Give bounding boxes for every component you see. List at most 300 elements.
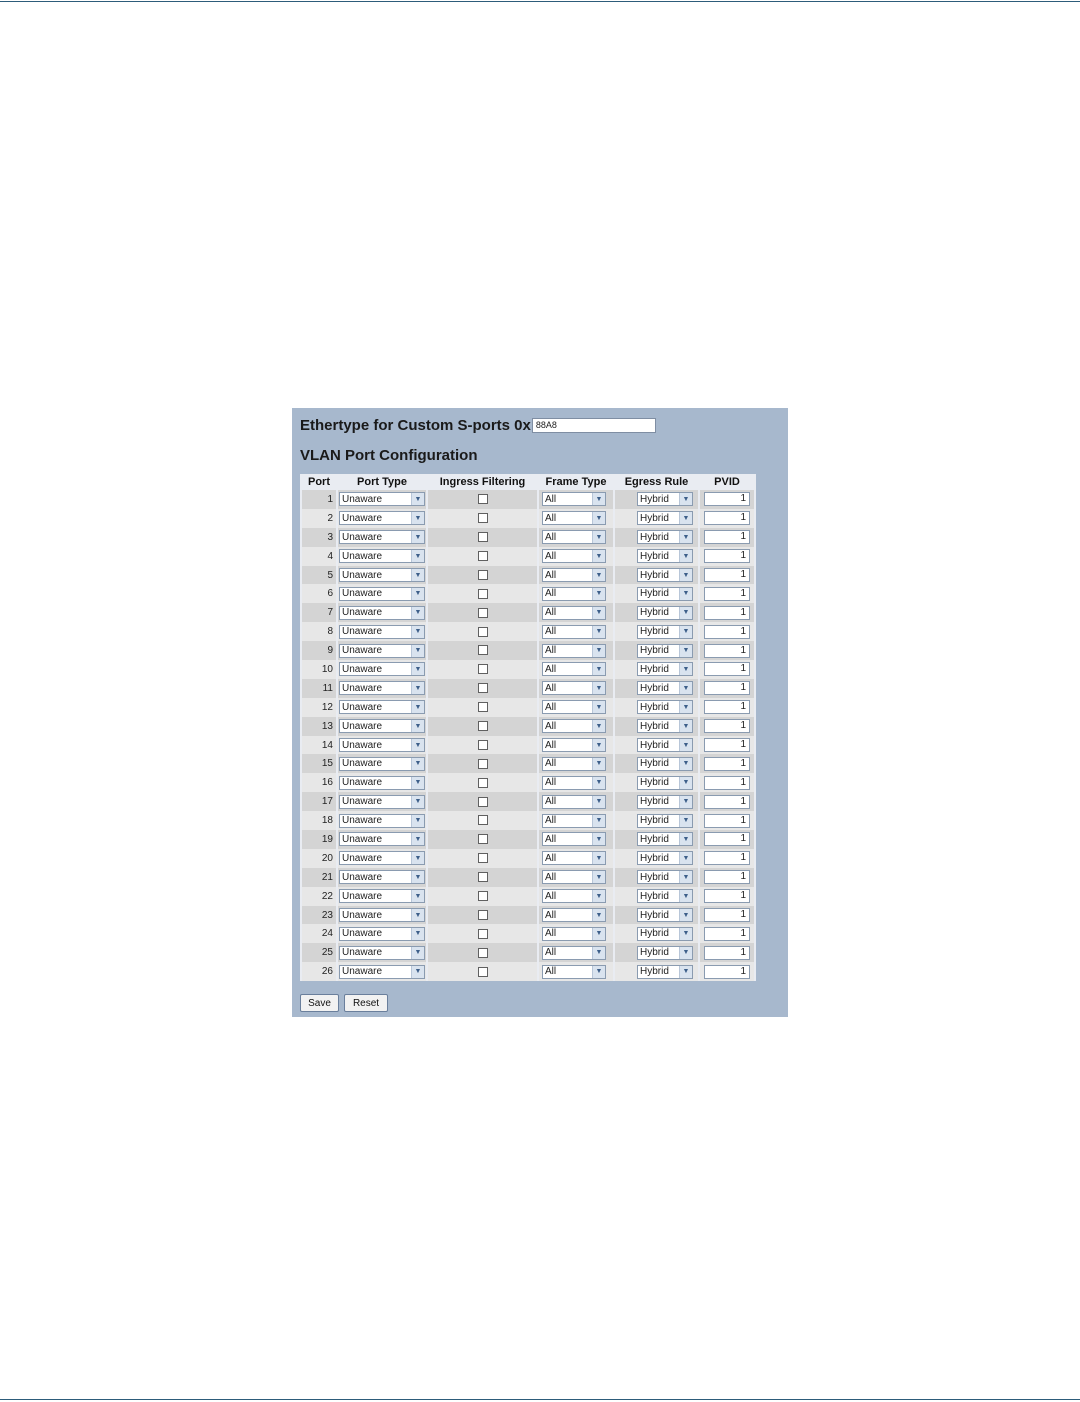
egress-rule-select[interactable]	[637, 832, 693, 846]
frame-type-cell	[539, 641, 613, 660]
egress-rule-select[interactable]	[637, 776, 693, 790]
ingress-filtering-checkbox[interactable]	[478, 721, 488, 731]
ingress-filtering-checkbox[interactable]	[478, 872, 488, 882]
chevron-down-icon: ▼	[592, 796, 605, 808]
pvid-input[interactable]: 1	[704, 681, 750, 695]
chevron-down-icon: ▼	[411, 569, 424, 581]
ingress-filtering-cell	[428, 906, 537, 925]
egress-rule-cell	[615, 679, 698, 698]
ingress-filtering-cell	[428, 641, 537, 660]
port-number: 21	[321, 871, 333, 883]
vlan-config-panel	[292, 408, 788, 1017]
frame-type-select[interactable]	[542, 549, 606, 563]
frame-type-cell	[539, 868, 613, 887]
frame-type-cell	[539, 679, 613, 698]
pvid-cell	[700, 698, 754, 717]
port-type-value: Unaware	[342, 720, 383, 732]
frame-type-value: All	[545, 493, 557, 505]
pvid-input[interactable]: 1	[704, 662, 750, 676]
port-type-value: Unaware	[342, 588, 383, 600]
ingress-filtering-checkbox[interactable]	[478, 929, 488, 939]
port-cell	[302, 584, 336, 603]
egress-rule-select[interactable]	[637, 568, 693, 582]
frame-type-select[interactable]	[542, 738, 606, 752]
pvid-cell	[700, 603, 754, 622]
port-type-select[interactable]	[339, 700, 425, 714]
chevron-down-icon: ▼	[679, 833, 692, 845]
chevron-down-icon: ▼	[679, 909, 692, 921]
ingress-filtering-checkbox[interactable]	[478, 910, 488, 920]
egress-rule-select[interactable]	[637, 795, 693, 809]
pvid-input[interactable]: 1	[704, 587, 750, 601]
col-header-frame-type: Frame Type	[545, 476, 607, 488]
frame-type-cell	[539, 603, 613, 622]
port-cell	[302, 962, 336, 981]
frame-type-value: All	[545, 890, 557, 902]
port-type-value: Unaware	[342, 815, 383, 827]
egress-rule-cell	[615, 547, 698, 566]
table-row	[302, 792, 754, 811]
chevron-down-icon: ▼	[592, 626, 605, 638]
frame-type-select[interactable]	[542, 832, 606, 846]
port-number: 26	[321, 966, 333, 978]
frame-type-select[interactable]	[542, 681, 606, 695]
port-type-cell	[338, 566, 426, 585]
egress-rule-cell	[615, 849, 698, 868]
port-number: 8	[327, 626, 333, 638]
egress-rule-value: Hybrid	[640, 777, 669, 789]
col-header-pvid: PVID	[714, 476, 740, 488]
frame-type-select[interactable]	[542, 889, 606, 903]
table-row	[302, 660, 754, 679]
port-number: 1	[327, 493, 333, 505]
port-type-select[interactable]	[339, 908, 425, 922]
chevron-down-icon: ▼	[592, 493, 605, 505]
chevron-down-icon: ▼	[679, 852, 692, 864]
frame-type-cell	[539, 584, 613, 603]
pvid-input[interactable]: 1	[704, 492, 750, 506]
egress-rule-cell	[615, 603, 698, 622]
port-number: 16	[321, 777, 333, 789]
pvid-input[interactable]: 1	[704, 870, 750, 884]
port-type-value: Unaware	[342, 852, 383, 864]
table-row	[302, 717, 754, 736]
frame-type-select[interactable]	[542, 700, 606, 714]
egress-rule-cell	[615, 906, 698, 925]
frame-type-cell	[539, 490, 613, 509]
egress-rule-select[interactable]	[637, 927, 693, 941]
port-cell	[302, 641, 336, 660]
section-title: VLAN Port Configuration	[300, 447, 478, 464]
pvid-input[interactable]: 1	[704, 530, 750, 544]
egress-rule-select[interactable]	[637, 719, 693, 733]
port-type-value: Unaware	[342, 966, 383, 978]
pvid-cell	[700, 509, 754, 528]
ingress-filtering-checkbox[interactable]	[478, 551, 488, 561]
frame-type-value: All	[545, 645, 557, 657]
egress-rule-select[interactable]	[637, 814, 693, 828]
port-type-select[interactable]	[339, 965, 425, 979]
chevron-down-icon: ▼	[411, 909, 424, 921]
pvid-input[interactable]: 1	[704, 965, 750, 979]
port-type-select[interactable]	[339, 530, 425, 544]
egress-rule-cell	[615, 528, 698, 547]
ingress-filtering-checkbox[interactable]	[478, 740, 488, 750]
pvid-input[interactable]: 1	[704, 719, 750, 733]
chevron-down-icon: ▼	[592, 550, 605, 562]
ethertype-input[interactable]: 88A8	[532, 418, 656, 433]
port-type-select[interactable]	[339, 851, 425, 865]
frame-type-select[interactable]	[542, 795, 606, 809]
ingress-filtering-checkbox[interactable]	[478, 834, 488, 844]
port-type-select[interactable]	[339, 927, 425, 941]
ingress-filtering-checkbox[interactable]	[478, 645, 488, 655]
chevron-down-icon: ▼	[679, 588, 692, 600]
port-type-select[interactable]	[339, 492, 425, 506]
ethertype-label: Ethertype for Custom S-ports 0x	[300, 417, 531, 434]
frame-type-select[interactable]	[542, 814, 606, 828]
ingress-filtering-checkbox[interactable]	[478, 532, 488, 542]
egress-rule-select[interactable]	[637, 587, 693, 601]
frame-type-select[interactable]	[542, 606, 606, 620]
port-number: 18	[321, 815, 333, 827]
frame-type-select[interactable]	[542, 946, 606, 960]
egress-rule-select[interactable]	[637, 757, 693, 771]
table-row	[302, 490, 754, 509]
frame-type-cell	[539, 698, 613, 717]
port-type-select[interactable]	[339, 738, 425, 752]
egress-rule-cell	[615, 887, 698, 906]
egress-rule-select[interactable]	[637, 662, 693, 676]
ingress-filtering-checkbox[interactable]	[478, 683, 488, 693]
pvid-input[interactable]: 1	[704, 776, 750, 790]
port-type-value: Unaware	[342, 682, 383, 694]
chevron-down-icon: ▼	[411, 852, 424, 864]
ingress-filtering-cell	[428, 528, 537, 547]
ingress-filtering-cell	[428, 943, 537, 962]
port-type-select[interactable]	[339, 946, 425, 960]
pvid-cell	[700, 943, 754, 962]
frame-type-select[interactable]	[542, 644, 606, 658]
frame-type-value: All	[545, 512, 557, 524]
chevron-down-icon: ▼	[592, 607, 605, 619]
frame-type-cell	[539, 962, 613, 981]
ethertype-row	[300, 417, 656, 434]
ingress-filtering-checkbox[interactable]	[478, 513, 488, 523]
ingress-filtering-cell	[428, 566, 537, 585]
pvid-input[interactable]: 1	[704, 738, 750, 752]
frame-type-select[interactable]	[542, 719, 606, 733]
pvid-cell	[700, 641, 754, 660]
table-row	[302, 754, 754, 773]
port-type-select[interactable]	[339, 511, 425, 525]
egress-rule-select[interactable]	[637, 908, 693, 922]
chevron-down-icon: ▼	[411, 796, 424, 808]
egress-rule-select[interactable]	[637, 492, 693, 506]
port-cell	[302, 547, 336, 566]
port-type-select[interactable]	[339, 832, 425, 846]
frame-type-value: All	[545, 796, 557, 808]
chevron-down-icon: ▼	[411, 626, 424, 638]
port-type-cell	[338, 962, 426, 981]
ingress-filtering-checkbox[interactable]	[478, 759, 488, 769]
save-button[interactable]: Save	[300, 994, 339, 1012]
frame-type-cell	[539, 736, 613, 755]
pvid-cell	[700, 660, 754, 679]
ingress-filtering-cell	[428, 603, 537, 622]
frame-type-select[interactable]	[542, 662, 606, 676]
chevron-down-icon: ▼	[592, 909, 605, 921]
chevron-down-icon: ▼	[679, 493, 692, 505]
port-type-select[interactable]	[339, 625, 425, 639]
port-type-cell	[338, 622, 426, 641]
frame-type-select[interactable]	[542, 851, 606, 865]
frame-type-cell	[539, 924, 613, 943]
port-number: 3	[327, 531, 333, 543]
frame-type-value: All	[545, 758, 557, 770]
chevron-down-icon: ▼	[679, 663, 692, 675]
port-type-value: Unaware	[342, 493, 383, 505]
bottom-divider	[0, 1399, 1080, 1400]
port-type-select[interactable]	[339, 681, 425, 695]
egress-rule-select[interactable]	[637, 946, 693, 960]
egress-rule-value: Hybrid	[640, 890, 669, 902]
egress-rule-select[interactable]	[637, 889, 693, 903]
chevron-down-icon: ▼	[411, 550, 424, 562]
chevron-down-icon: ▼	[411, 890, 424, 902]
frame-type-select[interactable]	[542, 757, 606, 771]
pvid-input[interactable]: 1	[704, 511, 750, 525]
ingress-filtering-checkbox[interactable]	[478, 664, 488, 674]
egress-rule-value: Hybrid	[640, 739, 669, 751]
port-number: 9	[327, 645, 333, 657]
port-type-value: Unaware	[342, 626, 383, 638]
chevron-down-icon: ▼	[411, 815, 424, 827]
port-type-value: Unaware	[342, 871, 383, 883]
chevron-down-icon: ▼	[679, 777, 692, 789]
frame-type-cell	[539, 849, 613, 868]
chevron-down-icon: ▼	[411, 833, 424, 845]
port-cell	[302, 679, 336, 698]
port-cell	[302, 698, 336, 717]
ingress-filtering-checkbox[interactable]	[478, 948, 488, 958]
frame-type-cell	[539, 509, 613, 528]
frame-type-cell	[539, 943, 613, 962]
frame-type-select[interactable]	[542, 511, 606, 525]
port-type-select[interactable]	[339, 606, 425, 620]
pvid-input[interactable]: 1	[704, 946, 750, 960]
ingress-filtering-checkbox[interactable]	[478, 891, 488, 901]
pvid-input[interactable]: 1	[704, 644, 750, 658]
frame-type-select[interactable]	[542, 492, 606, 506]
chevron-down-icon: ▼	[679, 966, 692, 978]
pvid-input[interactable]: 1	[704, 927, 750, 941]
frame-type-select[interactable]	[542, 776, 606, 790]
pvid-cell	[700, 754, 754, 773]
egress-rule-select[interactable]	[637, 681, 693, 695]
chevron-down-icon: ▼	[679, 701, 692, 713]
pvid-cell	[700, 924, 754, 943]
chevron-down-icon: ▼	[679, 645, 692, 657]
frame-type-select[interactable]	[542, 530, 606, 544]
egress-rule-select[interactable]	[637, 511, 693, 525]
port-number: 22	[321, 890, 333, 902]
ingress-filtering-checkbox[interactable]	[478, 967, 488, 977]
chevron-down-icon: ▼	[411, 928, 424, 940]
egress-rule-cell	[615, 792, 698, 811]
port-type-select[interactable]	[339, 814, 425, 828]
table-row	[302, 924, 754, 943]
chevron-down-icon: ▼	[679, 947, 692, 959]
port-type-cell	[338, 660, 426, 679]
port-number: 24	[321, 928, 333, 940]
chevron-down-icon: ▼	[679, 512, 692, 524]
table-row	[302, 566, 754, 585]
egress-rule-select[interactable]	[637, 644, 693, 658]
ingress-filtering-checkbox[interactable]	[478, 494, 488, 504]
chevron-down-icon: ▼	[411, 758, 424, 770]
egress-rule-value: Hybrid	[640, 701, 669, 713]
port-type-select[interactable]	[339, 719, 425, 733]
port-type-select[interactable]	[339, 549, 425, 563]
egress-rule-select[interactable]	[637, 965, 693, 979]
egress-rule-value: Hybrid	[640, 720, 669, 732]
egress-rule-select[interactable]	[637, 549, 693, 563]
port-type-cell	[338, 528, 426, 547]
pvid-input[interactable]: 1	[704, 606, 750, 620]
port-type-select[interactable]	[339, 795, 425, 809]
port-type-cell	[338, 717, 426, 736]
egress-rule-cell	[615, 641, 698, 660]
ingress-filtering-checkbox[interactable]	[478, 853, 488, 863]
port-type-cell	[338, 906, 426, 925]
chevron-down-icon: ▼	[679, 550, 692, 562]
action-buttons	[300, 994, 388, 1012]
pvid-input[interactable]: 1	[704, 568, 750, 582]
egress-rule-select[interactable]	[637, 625, 693, 639]
port-type-select[interactable]	[339, 870, 425, 884]
chevron-down-icon: ▼	[411, 588, 424, 600]
port-number: 12	[321, 701, 333, 713]
egress-rule-select[interactable]	[637, 851, 693, 865]
frame-type-select[interactable]	[542, 625, 606, 639]
frame-type-select[interactable]	[542, 927, 606, 941]
frame-type-value: All	[545, 701, 557, 713]
port-type-select[interactable]	[339, 776, 425, 790]
ingress-filtering-cell	[428, 660, 537, 679]
egress-rule-select[interactable]	[637, 700, 693, 714]
frame-type-value: All	[545, 550, 557, 562]
frame-type-value: All	[545, 607, 557, 619]
chevron-down-icon: ▼	[679, 682, 692, 694]
egress-rule-value: Hybrid	[640, 493, 669, 505]
egress-rule-select[interactable]	[637, 870, 693, 884]
egress-rule-value: Hybrid	[640, 833, 669, 845]
port-type-value: Unaware	[342, 607, 383, 619]
ingress-filtering-checkbox[interactable]	[478, 778, 488, 788]
port-type-select[interactable]	[339, 587, 425, 601]
frame-type-cell	[539, 811, 613, 830]
port-cell	[302, 754, 336, 773]
egress-rule-value: Hybrid	[640, 909, 669, 921]
frame-type-cell	[539, 830, 613, 849]
egress-rule-select[interactable]	[637, 738, 693, 752]
ingress-filtering-checkbox[interactable]	[478, 797, 488, 807]
pvid-input[interactable]: 1	[704, 795, 750, 809]
pvid-cell	[700, 584, 754, 603]
pvid-input[interactable]: 1	[704, 814, 750, 828]
frame-type-select[interactable]	[542, 587, 606, 601]
frame-type-value: All	[545, 909, 557, 921]
pvid-input[interactable]: 1	[704, 549, 750, 563]
port-number: 11	[322, 682, 333, 694]
port-type-value: Unaware	[342, 550, 383, 562]
table-row	[302, 547, 754, 566]
ingress-filtering-cell	[428, 849, 537, 868]
table-header-row	[302, 474, 754, 490]
pvid-input[interactable]: 1	[704, 889, 750, 903]
pvid-cell	[700, 547, 754, 566]
egress-rule-value: Hybrid	[640, 550, 669, 562]
port-type-select[interactable]	[339, 662, 425, 676]
pvid-input[interactable]: 1	[704, 832, 750, 846]
chevron-down-icon: ▼	[679, 815, 692, 827]
egress-rule-select[interactable]	[637, 606, 693, 620]
table-body	[302, 490, 754, 981]
ingress-filtering-cell	[428, 679, 537, 698]
chevron-down-icon: ▼	[411, 966, 424, 978]
ingress-filtering-checkbox[interactable]	[478, 608, 488, 618]
table-row	[302, 830, 754, 849]
egress-rule-value: Hybrid	[640, 871, 669, 883]
egress-rule-cell	[615, 622, 698, 641]
port-type-select[interactable]	[339, 889, 425, 903]
egress-rule-select[interactable]	[637, 530, 693, 544]
chevron-down-icon: ▼	[411, 682, 424, 694]
ingress-filtering-checkbox[interactable]	[478, 589, 488, 599]
ingress-filtering-checkbox[interactable]	[478, 815, 488, 825]
ingress-filtering-checkbox[interactable]	[478, 627, 488, 637]
egress-rule-value: Hybrid	[640, 928, 669, 940]
pvid-cell	[700, 773, 754, 792]
port-type-cell	[338, 754, 426, 773]
port-type-select[interactable]	[339, 757, 425, 771]
port-number: 14	[321, 739, 333, 751]
port-type-select[interactable]	[339, 644, 425, 658]
ingress-filtering-checkbox[interactable]	[478, 702, 488, 712]
table-row	[302, 698, 754, 717]
frame-type-select[interactable]	[542, 568, 606, 582]
frame-type-select[interactable]	[542, 870, 606, 884]
pvid-input[interactable]: 1	[704, 757, 750, 771]
port-type-cell	[338, 811, 426, 830]
frame-type-cell	[539, 566, 613, 585]
pvid-cell	[700, 736, 754, 755]
col-header-ingress-filtering: Ingress Filtering	[439, 476, 526, 488]
frame-type-select[interactable]	[542, 908, 606, 922]
pvid-input[interactable]: 1	[704, 700, 750, 714]
ingress-filtering-checkbox[interactable]	[478, 570, 488, 580]
chevron-down-icon: ▼	[592, 815, 605, 827]
port-type-select[interactable]	[339, 568, 425, 582]
pvid-input[interactable]: 1	[704, 625, 750, 639]
pvid-cell	[700, 566, 754, 585]
frame-type-select[interactable]	[542, 965, 606, 979]
reset-button[interactable]: Reset	[344, 994, 388, 1012]
pvid-input[interactable]: 1	[704, 851, 750, 865]
port-type-cell	[338, 773, 426, 792]
pvid-input[interactable]: 1	[704, 908, 750, 922]
